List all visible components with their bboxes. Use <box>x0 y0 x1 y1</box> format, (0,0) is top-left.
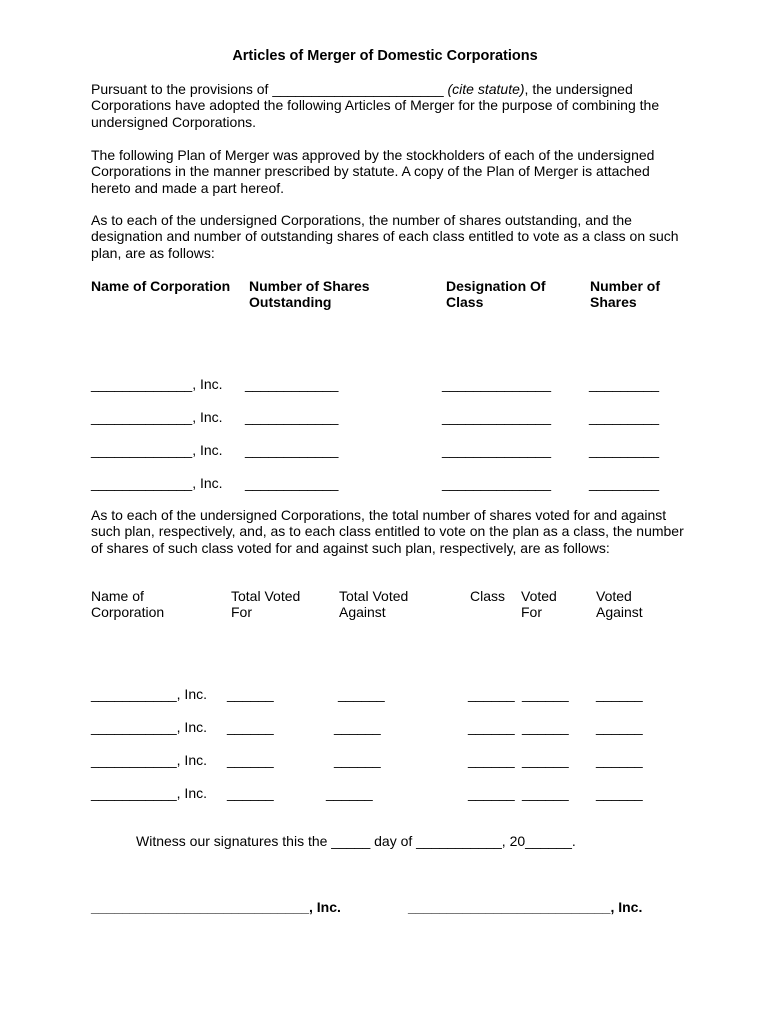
t1-outstanding-blank[interactable]: ____________ <box>245 475 339 491</box>
t1-outstanding-blank[interactable]: ____________ <box>245 409 339 425</box>
t2-header-class: Class <box>470 588 506 604</box>
t2-voted-for-blank[interactable]: ______ <box>522 686 569 702</box>
t2-voted-against-blank[interactable]: ______ <box>596 686 643 702</box>
paragraph-plan-approval: The following Plan of Merger was approved by the stockholders of each of the undersigned Corporations in the manner prescribed by statute. A copy of the Plan of Merger is attached hereto and made a part hereof. <box>91 147 655 196</box>
statute-text-before: Pursuant to the provisions of ______________________ <box>91 81 448 97</box>
t1-header-designation: Designation Of Class <box>446 278 546 311</box>
t2-class-blank[interactable]: ______ <box>468 785 515 801</box>
t2-voted-for-blank[interactable]: ______ <box>522 752 569 768</box>
t1-number-blank[interactable]: _________ <box>589 475 660 491</box>
paragraph-shares-outstanding: As to each of the undersigned Corporations, the number of shares outstanding, and the designation and number of outstanding shares of each class entitled to vote as a class on such plan, are as follows: <box>91 212 679 261</box>
t2-class-blank[interactable]: ______ <box>468 719 515 735</box>
t2-total-for-blank[interactable]: ______ <box>227 719 274 735</box>
t1-header-name: Name of Corporation <box>91 278 231 294</box>
t2-total-against-blank[interactable]: ______ <box>334 752 381 768</box>
t1-corp-name-blank[interactable]: _____________, Inc. <box>91 409 223 425</box>
statute-text-after: , the undersigned <box>524 81 633 97</box>
t1-designation-blank[interactable]: ______________ <box>442 475 552 491</box>
t1-outstanding-blank[interactable]: ____________ <box>245 442 339 458</box>
t1-number-blank[interactable]: _________ <box>589 442 660 458</box>
t2-header-total-against: Total Voted Against <box>339 588 409 621</box>
paragraph-votes: As to each of the undersigned Corporations, the total number of shares voted for and against such plan, respectively, and, as to each class entitled to vote on the plan as a class, the number of shares of such class voted for and against such plan, respectively, are as follows: <box>91 507 684 556</box>
paragraph-statute <box>91 81 691 130</box>
statute-text-rest: Corporations have adopted the following Articles of Merger for the purpose of combining the undersigned Corporations. <box>91 97 660 130</box>
signature-line-left[interactable]: ____________________________, Inc. <box>91 899 341 915</box>
t2-header-voted-for: Voted For <box>521 588 557 621</box>
t2-voted-for-blank[interactable]: ______ <box>522 785 569 801</box>
t2-total-against-blank[interactable]: ______ <box>334 719 381 735</box>
cite-statute-note: (cite statute) <box>447 81 525 97</box>
t2-total-against-blank[interactable]: ______ <box>338 686 385 702</box>
t2-corp-name-blank[interactable]: ___________, Inc. <box>91 719 207 735</box>
t2-header-total-for: Total Voted For <box>231 588 301 621</box>
t2-header-name: Name of Corporation <box>91 588 165 621</box>
signature-line-right[interactable]: __________________________, Inc. <box>408 899 643 915</box>
t2-class-blank[interactable]: ______ <box>468 752 515 768</box>
t1-header-number-shares: Number of Shares <box>590 278 660 311</box>
t2-total-against-blank[interactable]: ______ <box>326 785 373 801</box>
t2-corp-name-blank[interactable]: ___________, Inc. <box>91 785 207 801</box>
document-title: Articles of Merger of Domestic Corporations <box>232 48 538 64</box>
t1-corp-name-blank[interactable]: _____________, Inc. <box>91 442 223 458</box>
witness-line[interactable]: Witness our signatures this the _____ day of ___________, 20______. <box>136 833 576 849</box>
t2-total-for-blank[interactable]: ______ <box>227 686 274 702</box>
t1-designation-blank[interactable]: ______________ <box>442 442 552 458</box>
t2-voted-against-blank[interactable]: ______ <box>596 719 643 735</box>
t2-voted-for-blank[interactable]: ______ <box>522 719 569 735</box>
t1-designation-blank[interactable]: ______________ <box>442 376 552 392</box>
t1-corp-name-blank[interactable]: _____________, Inc. <box>91 376 223 392</box>
t2-corp-name-blank[interactable]: ___________, Inc. <box>91 686 207 702</box>
t2-header-voted-against: Voted Against <box>596 588 643 621</box>
t2-total-for-blank[interactable]: ______ <box>227 785 274 801</box>
t2-total-for-blank[interactable]: ______ <box>227 752 274 768</box>
t1-corp-name-blank[interactable]: _____________, Inc. <box>91 475 223 491</box>
t2-class-blank[interactable]: ______ <box>468 686 515 702</box>
t1-header-shares-outstanding: Number of Shares Outstanding <box>249 278 370 311</box>
t2-voted-against-blank[interactable]: ______ <box>596 785 643 801</box>
t1-number-blank[interactable]: _________ <box>589 376 660 392</box>
t1-outstanding-blank[interactable]: ____________ <box>245 376 339 392</box>
t2-corp-name-blank[interactable]: ___________, Inc. <box>91 752 207 768</box>
t1-designation-blank[interactable]: ______________ <box>442 409 552 425</box>
t2-voted-against-blank[interactable]: ______ <box>596 752 643 768</box>
t1-number-blank[interactable]: _________ <box>589 409 660 425</box>
